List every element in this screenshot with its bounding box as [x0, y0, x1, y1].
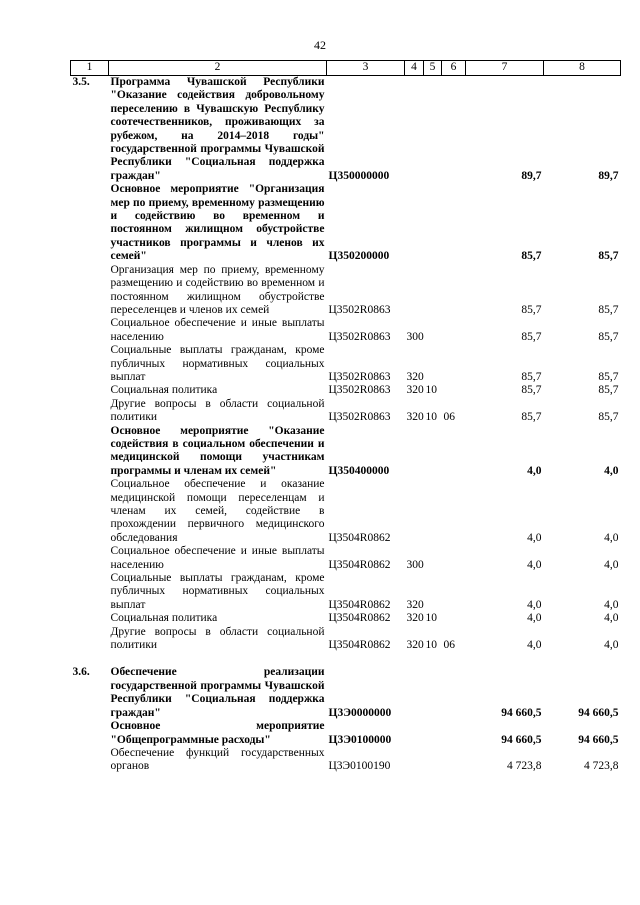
table-row [71, 76, 621, 184]
amount-col7: 4,0 [527, 464, 542, 477]
amount-col7: 4 723,8 [507, 760, 542, 773]
amount-col8: 4,0 [604, 598, 619, 611]
section [424, 183, 442, 263]
amount-col8: 85,7 [598, 411, 619, 424]
target-code: Ц3504R0862 [328, 612, 391, 625]
table-row [71, 478, 621, 545]
target-code: Ц3504R0862 [328, 598, 391, 611]
table-row [71, 384, 621, 397]
section [424, 425, 442, 479]
subsection [442, 425, 466, 479]
expense-type [405, 478, 424, 545]
amount-col8: 94 660,5 [578, 733, 619, 746]
section: 10 [425, 411, 437, 424]
target-code: Ц3504R0862 [328, 558, 391, 571]
row-number [71, 398, 109, 425]
expense-type [405, 264, 424, 318]
subsection [442, 317, 466, 344]
table-row [71, 425, 621, 479]
column-header-1: 1 [71, 61, 109, 76]
subsection [442, 572, 466, 612]
target-code: Ц3502R0863 [328, 370, 391, 383]
target-code: Ц3Э0100000 [328, 733, 392, 746]
amount-col7: 85,7 [521, 370, 542, 383]
amount-col7: 4,0 [527, 531, 542, 544]
subsection [442, 183, 466, 263]
section [424, 572, 442, 612]
amount-col8: 85,7 [598, 384, 619, 397]
amount-col7: 4,0 [527, 639, 542, 652]
row-number: 3.6. [72, 666, 90, 679]
expense-type: 320 [406, 370, 424, 383]
target-code: Ц3504R0862 [328, 639, 391, 652]
row-number [71, 545, 109, 572]
expense-type: 320 [406, 598, 424, 611]
row-description: Социальное обеспечение и оказание медицинской помощи переселенцам и членам их семей, содействие в прохождении первичного медицинского обследования [110, 478, 325, 544]
column-header-4: 4 [405, 61, 424, 76]
row-description: Основное мероприятие "Оказание содействия в социальном обеспечении и медицинской помощи участникам программы и членам их семей" [110, 424, 325, 477]
section [424, 317, 442, 344]
row-number [71, 626, 109, 653]
amount-col7: 4,0 [527, 612, 542, 625]
amount-col8: 85,7 [598, 330, 619, 343]
subsection: 06 [443, 639, 455, 652]
column-header-6: 6 [442, 61, 466, 76]
row-description: Обеспечение функций государственных органов [110, 746, 325, 773]
section [424, 747, 442, 774]
row-number [71, 572, 109, 612]
target-code: Ц3502R0863 [328, 411, 391, 424]
table-row [71, 572, 621, 612]
column-header-7: 7 [466, 61, 544, 76]
amount-col8: 85,7 [598, 303, 619, 316]
table-row [71, 344, 621, 384]
amount-col8: 4,0 [604, 531, 619, 544]
section [424, 545, 442, 572]
amount-col7: 89,7 [521, 169, 542, 182]
section: 10 [425, 639, 437, 652]
expense-type [405, 666, 424, 720]
target-code: Ц350000000 [328, 169, 390, 182]
row-description: Основное мероприятие "Организация мер по приему, временному размещению и содействию во временном и постоянном жилищном обустройстве участников программы и членов их семей" [110, 183, 325, 263]
table-row [71, 626, 621, 653]
row-description: Организация мер по приему, временному размещению и содействию во временном и постоянном жилищном обустройстве переселенцев и членов их семей [110, 263, 325, 316]
row-number [71, 478, 109, 545]
row-number [71, 183, 109, 263]
row-description: Другие вопросы в области социальной политики [110, 397, 325, 424]
amount-col7: 85,7 [521, 250, 542, 263]
amount-col7: 85,7 [521, 384, 542, 397]
subsection [442, 747, 466, 774]
amount-col8: 94 660,5 [578, 706, 619, 719]
expense-type: 300 [406, 330, 424, 343]
amount-col7: 85,7 [521, 303, 542, 316]
section [424, 720, 442, 747]
row-description: Обеспечение реализации государственной программы Чувашской Республики "Социальная поддержка граждан" [110, 666, 325, 719]
expense-type [405, 425, 424, 479]
row-number [71, 264, 109, 318]
subsection [442, 76, 466, 184]
section: 10 [425, 384, 437, 397]
target-code: Ц350400000 [328, 464, 390, 477]
expense-type [405, 720, 424, 747]
expense-type: 320 [406, 639, 424, 652]
row-number [71, 747, 109, 774]
subsection [442, 384, 466, 397]
subsection: 06 [443, 411, 455, 424]
row-number [71, 384, 109, 397]
header-row [71, 61, 621, 76]
amount-col8: 4,0 [604, 612, 619, 625]
table-row [71, 398, 621, 425]
target-code: Ц3Э0000000 [328, 706, 392, 719]
table-row [71, 720, 621, 747]
table-row [71, 183, 621, 263]
row-description: Социальные выплаты гражданам, кроме публичных нормативных социальных выплат [110, 572, 325, 611]
table-row [71, 317, 621, 344]
row-number [71, 720, 109, 747]
amount-col8: 4,0 [604, 464, 619, 477]
table-row [71, 666, 621, 720]
section [424, 344, 442, 384]
amount-col7: 94 660,5 [501, 733, 542, 746]
row-number [71, 344, 109, 384]
amount-col8: 85,7 [598, 370, 619, 383]
budget-table [70, 60, 621, 774]
table-row [71, 264, 621, 318]
page-number: 42 [314, 38, 326, 52]
subsection [442, 720, 466, 747]
amount-col7: 4,0 [527, 558, 542, 571]
subsection [442, 264, 466, 318]
subsection [442, 478, 466, 545]
column-header-3: 3 [327, 61, 405, 76]
expense-type [405, 76, 424, 184]
subsection [442, 344, 466, 384]
expense-type: 300 [406, 558, 424, 571]
section [424, 76, 442, 184]
spacer-cell [71, 652, 621, 666]
amount-col7: 85,7 [521, 411, 542, 424]
amount-col8: 4 723,8 [584, 760, 619, 773]
column-header-2: 2 [109, 61, 327, 76]
amount-col7: 4,0 [527, 598, 542, 611]
expense-type [405, 183, 424, 263]
row-description: Социальная политика [110, 384, 218, 397]
table-body [71, 76, 621, 774]
row-description: Основное мероприятие "Общепрограммные расходы" [110, 720, 325, 746]
target-code: Ц3Э0100190 [328, 760, 391, 773]
section: 10 [425, 612, 437, 625]
column-header-8: 8 [544, 61, 621, 76]
row-description: Социальное обеспечение и иные выплаты населению [110, 317, 325, 343]
amount-col7: 85,7 [521, 330, 542, 343]
section [424, 478, 442, 545]
section [424, 264, 442, 318]
table-header [71, 61, 621, 76]
amount-col7: 94 660,5 [501, 706, 542, 719]
target-code: Ц3502R0863 [328, 303, 391, 316]
row-description: Программа Чувашской Республики "Оказание содействия добровольному переселению в Чувашскую Республику соотечественников, проживающих за рубежом, на 2014–2018 годы" государственной программы Чувашской Республики "Социальная поддержка граждан" [110, 76, 325, 182]
column-header-5: 5 [424, 61, 442, 76]
amount-col8: 89,7 [598, 169, 619, 182]
amount-col8: 4,0 [604, 558, 619, 571]
row-number [71, 425, 109, 479]
expense-type: 320 [406, 384, 424, 397]
table-row [71, 612, 621, 625]
target-code: Ц350200000 [328, 250, 390, 263]
table-row [71, 747, 621, 774]
row-number [71, 612, 109, 625]
target-code: Ц3502R0863 [328, 330, 391, 343]
expense-type [405, 747, 424, 774]
row-description: Социальные выплаты гражданам, кроме публичных нормативных социальных выплат [110, 344, 325, 383]
amount-col8: 85,7 [598, 250, 619, 263]
row-number [71, 317, 109, 344]
target-code: Ц3504R0862 [328, 531, 391, 544]
row-description: Другие вопросы в области социальной политики [110, 625, 325, 652]
row-description: Социальная политика [110, 612, 218, 625]
section [424, 666, 442, 720]
subsection [442, 545, 466, 572]
target-code: Ц3502R0863 [328, 384, 391, 397]
row-number: 3.5. [72, 76, 90, 88]
subsection [442, 612, 466, 625]
amount-col8: 4,0 [604, 639, 619, 652]
expense-type: 320 [406, 612, 424, 625]
row-description: Социальное обеспечение и иные выплаты населению [110, 545, 325, 571]
table-row [71, 545, 621, 572]
subsection [442, 666, 466, 720]
spacer-row [71, 652, 621, 666]
expense-type: 320 [406, 411, 424, 424]
